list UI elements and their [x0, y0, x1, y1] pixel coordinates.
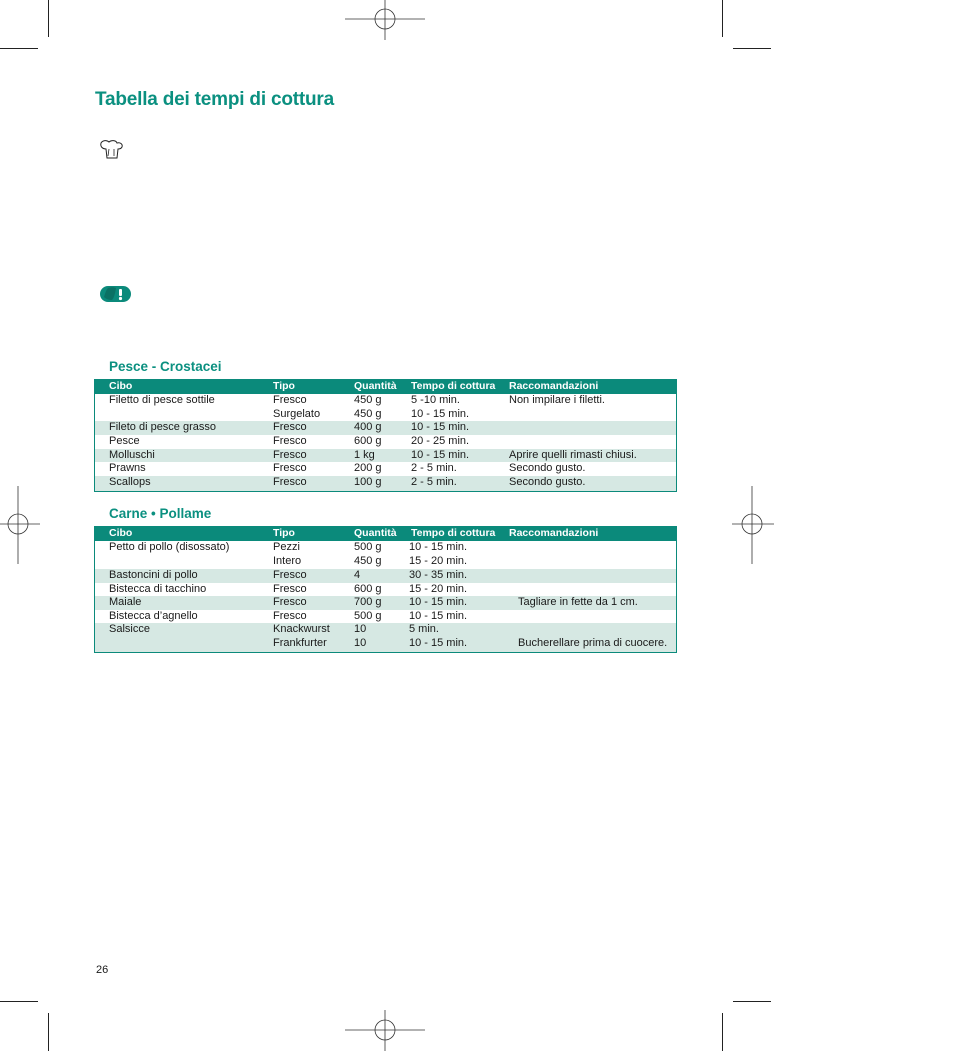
cell-cibo: Bistecca d’agnello [109, 609, 198, 622]
registration-mark-top [345, 0, 425, 42]
cell-tempo: 10 - 15 min. [409, 609, 468, 622]
cell-quantita: 700 g [354, 596, 382, 609]
crop-mark [48, 1013, 49, 1051]
table-row [95, 610, 676, 624]
cell-tipo: Fresco [273, 421, 307, 434]
crop-mark [733, 1001, 771, 1002]
table-header [95, 527, 676, 541]
cell-cibo: Prawns [109, 462, 146, 475]
cell-cibo: Bistecca di tacchino [109, 582, 207, 595]
table-row [95, 449, 676, 463]
cell-tempo: 10 - 15 min. [409, 541, 468, 553]
table-row [95, 408, 676, 422]
cell-quantita: 450 g [354, 407, 382, 420]
cell-tipo: Fresco [273, 448, 307, 461]
column-header: Cibo [109, 380, 133, 392]
crop-mark [0, 48, 38, 49]
table-row [95, 541, 676, 555]
table-row [95, 435, 676, 449]
cell-raccomandazioni: Secondo gusto. [509, 462, 586, 475]
crop-mark [733, 48, 771, 49]
cell-quantita: 600 g [354, 582, 382, 595]
cell-quantita: 450 g [354, 554, 382, 567]
cell-tempo: 10 - 15 min. [411, 421, 470, 434]
cell-quantita: 500 g [354, 541, 382, 553]
cell-quantita: 10 [354, 636, 367, 649]
column-header: Quantità [354, 527, 397, 539]
column-header: Quantità [354, 380, 397, 392]
table-row [95, 476, 676, 491]
table-row-group [95, 394, 676, 421]
cell-tempo: 10 - 15 min. [411, 448, 470, 461]
column-header: Cibo [109, 527, 133, 539]
table-header [95, 380, 676, 394]
cell-raccomandazioni: Non impilare i filetti. [509, 394, 605, 406]
table-row [95, 462, 676, 476]
cell-cibo: Pesce [109, 435, 140, 448]
cell-quantita: 1 kg [354, 448, 375, 461]
table-row [95, 623, 676, 637]
registration-mark-left [0, 486, 40, 564]
table-row [95, 583, 676, 597]
cell-quantita: 500 g [354, 609, 382, 622]
table-row [95, 555, 676, 569]
table-row [95, 637, 676, 651]
fish-table [94, 379, 677, 492]
cell-cibo: Filetto di pesce sottile [109, 394, 215, 406]
cell-tempo: 20 - 25 min. [411, 435, 470, 448]
column-header: Tipo [273, 380, 295, 392]
cell-tempo: 15 - 20 min. [409, 582, 468, 595]
cell-tempo: 10 - 15 min. [409, 636, 468, 649]
cell-tipo: Pezzi [273, 541, 300, 553]
cell-tipo: Fresco [273, 462, 307, 475]
registration-mark-right [732, 486, 774, 564]
cell-tipo: Fresco [273, 609, 307, 622]
cell-quantita: 4 [354, 569, 361, 581]
cell-quantita: 100 g [354, 476, 382, 489]
cell-raccomandazioni: Bucherellare prima di cuocere. [518, 636, 668, 649]
section-title-meat: Carne • Pollame [109, 506, 212, 521]
cell-tempo: 10 - 15 min. [409, 596, 468, 609]
cell-tipo: Fresco [273, 569, 307, 581]
cell-tipo: Knackwurst [273, 623, 330, 636]
cell-quantita: 600 g [354, 435, 382, 448]
crop-mark [722, 1013, 723, 1051]
crop-mark [48, 0, 49, 37]
crop-mark [722, 0, 723, 37]
cell-quantita: 450 g [354, 394, 382, 406]
page-number: 26 [96, 964, 109, 976]
cell-cibo: Bastoncini di pollo [109, 569, 198, 581]
cell-quantita: 10 [354, 623, 367, 636]
cell-cibo: Fileto di pesce grasso [109, 421, 216, 434]
cell-tipo: Fresco [273, 394, 307, 406]
cell-tipo: Fresco [273, 582, 307, 595]
table-row [95, 596, 676, 610]
cell-cibo: Scallops [109, 476, 151, 489]
cell-cibo: Molluschi [109, 448, 155, 461]
column-header: Raccomandazioni [509, 380, 599, 392]
cell-tipo: Frankfurter [273, 636, 327, 649]
column-header: Tempo di cottura [411, 380, 496, 392]
cell-cibo: Petto di pollo (disossato) [109, 541, 230, 553]
cell-tempo: 5 -10 min. [411, 394, 460, 406]
registration-mark-bottom [345, 1010, 425, 1051]
page-title: Tabella dei tempi di cottura [95, 89, 334, 110]
exclamation-pill-icon [99, 285, 132, 303]
cell-raccomandazioni: Aprire quelli rimasti chiusi. [509, 448, 637, 461]
table-row [95, 394, 676, 408]
cell-tipo: Surgelato [273, 407, 321, 420]
cell-tempo: 10 - 15 min. [411, 407, 470, 420]
cell-tipo: Intero [273, 554, 302, 567]
cell-tipo: Fresco [273, 596, 307, 609]
crop-mark [0, 1001, 38, 1002]
cell-cibo: Salsicce [109, 623, 150, 636]
meat-table [94, 526, 677, 653]
table-row-group [95, 623, 676, 652]
table-row-group [95, 541, 676, 569]
table-row [95, 421, 676, 435]
cell-tempo: 30 - 35 min. [409, 569, 468, 581]
table-row [95, 569, 676, 583]
cell-tempo: 5 min. [409, 623, 439, 636]
cell-tempo: 15 - 20 min. [409, 554, 468, 567]
cell-cibo: Maiale [109, 596, 142, 609]
cell-raccomandazioni: Secondo gusto. [509, 476, 586, 489]
cell-tipo: Fresco [273, 435, 307, 448]
cell-tempo: 2 - 5 min. [411, 462, 457, 475]
cell-tipo: Fresco [273, 476, 307, 489]
cell-raccomandazioni: Tagliare in fette da 1 cm. [518, 596, 638, 609]
cell-quantita: 200 g [354, 462, 382, 475]
column-header: Tipo [273, 527, 295, 539]
column-header: Tempo di cottura [411, 527, 496, 539]
cell-quantita: 400 g [354, 421, 382, 434]
column-header: Raccomandazioni [509, 527, 599, 539]
section-title-fish: Pesce - Crostacei [109, 359, 222, 374]
chef-hat-icon [98, 139, 126, 161]
cell-tempo: 2 - 5 min. [411, 476, 457, 489]
